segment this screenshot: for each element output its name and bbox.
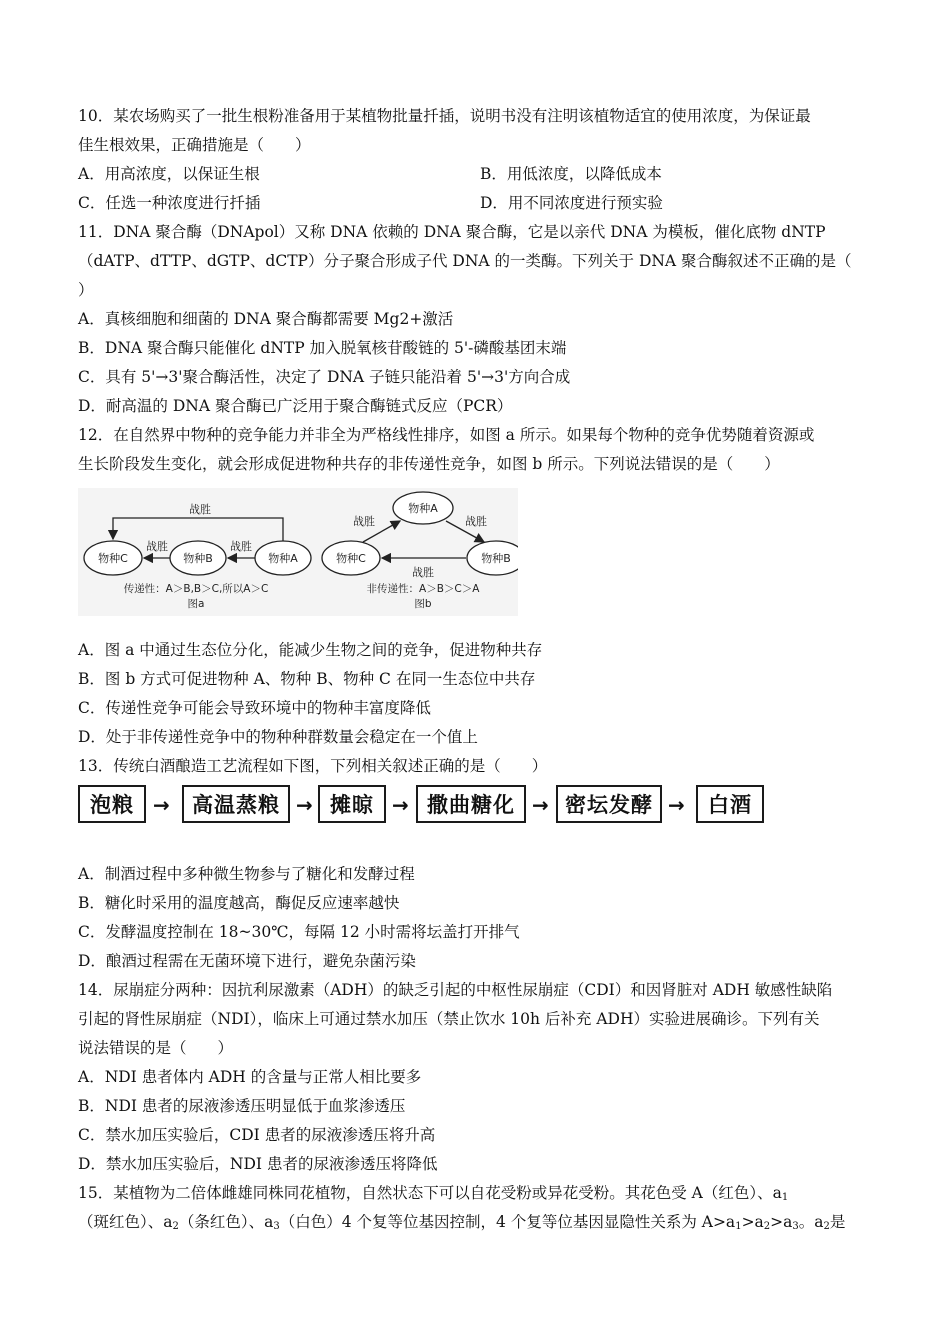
q10-option-c: C．任选一种浓度进行扦插 [78, 194, 261, 212]
q11-stem-line2: （dATP、dTTP、dGTP、dCTP）分子聚合形成子代 DNA 的一类酶。下列关于 DNA 聚合酶叙述不正确的是（ [78, 252, 852, 270]
q10-option-b: B．用低浓度，以降低成本 [480, 165, 662, 183]
q13-option-a: A．制酒过程中多种微生物参与了糖化和发酵过程 [78, 865, 415, 883]
q13-option-c: C．发酵温度控制在 18~30℃，每隔 12 小时需将坛盖打开排气 [78, 923, 520, 941]
q13-option-b: B．糖化时采用的温度越高，酶促反应速率越快 [78, 894, 400, 912]
q14-option-a: A．NDI 患者体内 ADH 的含量与正常人相比要多 [78, 1068, 422, 1086]
q15-stem-line2 [78, 1212, 845, 1232]
q15-line2-part5: >a [770, 1213, 793, 1231]
q12-option-a: A．图 a 中通过生态位分化，能减少生物之间的竞争，促进物种共存 [78, 641, 543, 659]
q12-option-b: B．图 b 方式可促进物种 A、物种 B、物种 C 在同一生态位中共存 [78, 670, 536, 688]
q11-option-b: B．DNA 聚合酶只能催化 dNTP 加入脱氧核苷酸链的 5'-磷酸基团末端 [78, 339, 567, 357]
flow-arrow-1: → [153, 793, 170, 817]
fig-a-win-label-top: 战胜 [189, 503, 211, 516]
fig-a-label: 图a [187, 598, 205, 610]
q15-line2-sub5: 3 [792, 1221, 799, 1232]
fig-b-win-label-bc: 战胜 [412, 566, 434, 579]
q15-line2-part2: （条红色）、a [178, 1213, 274, 1231]
flow-arrow-2: → [296, 793, 313, 817]
q15-line2-sub6: 2 [823, 1221, 830, 1232]
q10-stem-line1: 10．某农场购买了一批生根粉准备用于某植物批量扦插，说明书没有注明该植物适宜的使用浓度，为保证最 [78, 107, 811, 125]
flow-step-saccharify: 撒曲糖化 [416, 785, 526, 823]
fig-b-species-c-label: 物种C [336, 552, 366, 565]
flow-arrow-4: → [532, 793, 549, 817]
q13-option-d: D．酿酒过程需在无菌环境下进行，避免杂菌污染 [78, 952, 416, 970]
fig-b-win-label-ab: 战胜 [465, 515, 487, 528]
fig-a-species-b-label: 物种B [183, 552, 213, 565]
q14-option-d: D．禁水加压实验后，NDI 患者的尿液渗透压将降低 [78, 1155, 438, 1173]
q12-option-c: C．传递性竞争可能会导致环境中的物种丰富度降低 [78, 699, 431, 717]
q11-stem-line3: ） [78, 281, 94, 299]
q13-stem: 13．传统白酒酿造工艺流程如下图，下列相关叙述正确的是（ ） [78, 757, 548, 775]
q14-stem-line2: 引起的肾性尿崩症（NDI），临床上可通过禁水加压（禁止饮水 10h 后补充 ADH）实验进展确诊。下列有关 [78, 1010, 820, 1028]
fig-a-species-c-label: 物种C [98, 552, 128, 565]
q14-option-c: C．禁水加压实验后，CDI 患者的尿液渗透压将升高 [78, 1126, 436, 1144]
q12-stem-line2: 生长阶段发生变化，就会形成促进物种共存的非传递性竞争，如图 b 所示。下列说法错误的是（ ） [78, 455, 780, 473]
q15-line1-text: 15．某植物为二倍体雌雄同株同花植物，自然状态下可以自花受粉或异花受粉。其花色受 A（红色）、a [78, 1184, 782, 1202]
flow-step-ferment: 密坛发酵 [556, 785, 662, 823]
q15-line2-sub4: 2 [763, 1221, 771, 1232]
fig-b-label: 图b [414, 598, 432, 610]
fig-a-caption: 传递性：A＞B,B＞C,所以A＞C [123, 583, 269, 595]
q15-line2-sub2: 3 [273, 1221, 280, 1232]
flow-step-cool: 摊晾 [318, 785, 386, 823]
q10-option-d: D．用不同浓度进行预实验 [480, 194, 663, 212]
q15-stem-line1 [78, 1183, 788, 1203]
fig-a-species-a-label: 物种A [268, 552, 298, 565]
q14-stem-line1: 14．尿崩症分两种：因抗利尿激素（ADH）的缺乏引起的中枢性尿崩症（CDI）和因肾脏对 ADH 敏感性缺陷 [78, 981, 833, 999]
fig-b-species-b-label: 物种B [481, 552, 511, 565]
fig-a-win-label-bc: 战胜 [146, 540, 168, 553]
q11-option-c: C．具有 5'→3'聚合酶活性，决定了 DNA 子链只能沿着 5'→3'方向合成 [78, 368, 571, 386]
fig-b-caption: 非传递性：A＞B＞C＞A [366, 583, 480, 595]
q14-stem-line3: 说法错误的是（ ） [78, 1039, 234, 1057]
flow-step-soak: 泡粮 [78, 785, 146, 823]
brewing-flowchart [78, 785, 768, 827]
q15-line2-part1: （斑红色）、a [78, 1213, 173, 1231]
flow-arrow-3: → [392, 793, 409, 817]
q15-line2-part4: >a [741, 1213, 764, 1231]
q15-line2-sub3: 1 [735, 1221, 742, 1232]
q15-line1-sub: 1 [781, 1192, 789, 1203]
q12-option-d: D．处于非传递性竞争中的物种种群数量会稳定在一个值上 [78, 728, 478, 746]
fig-b-win-label-ca: 战胜 [353, 515, 375, 528]
q10-option-a: A．用高浓度，以保证生根 [78, 165, 260, 183]
q11-option-a: A．真核细胞和细菌的 DNA 聚合酶都需要 Mg2+激活 [78, 310, 454, 328]
q14-option-b: B．NDI 患者的尿液渗透压明显低于血浆渗透压 [78, 1097, 406, 1115]
flow-step-liquor: 白酒 [696, 785, 764, 823]
q15-line2-sub1: 2 [172, 1221, 179, 1232]
q11-stem-line1: 11．DNA 聚合酶（DNApol）又称 DNA 依赖的 DNA 聚合酶，它是以亲代 DNA 为模板，催化底物 dNTP [78, 223, 826, 241]
q15-line2-part7: 是 [829, 1213, 846, 1231]
q11-option-d: D．耐高温的 DNA 聚合酶已广泛用于聚合酶链式反应（PCR） [78, 397, 513, 415]
fig-a-win-label-ab: 战胜 [230, 540, 252, 553]
flow-step-steam: 高温蒸粮 [182, 785, 290, 823]
fig-b-species-a-label: 物种A [408, 502, 438, 515]
q15-line2-part6: 。a [798, 1213, 824, 1231]
flow-arrow-5: → [668, 793, 685, 817]
competition-figure [78, 488, 518, 616]
q10-stem-line2: 佳生根效果，正确措施是（ ） [78, 136, 311, 154]
q12-stem-line1: 12．在自然界中物种的竞争能力并非全为严格线性排序，如图 a 所示。如果每个物种的竞争优势随着资源或 [78, 426, 815, 444]
q15-line2-part3: （白色）4 个复等位基因控制，4 个复等位基因显隐性关系为 A>a [279, 1213, 736, 1231]
